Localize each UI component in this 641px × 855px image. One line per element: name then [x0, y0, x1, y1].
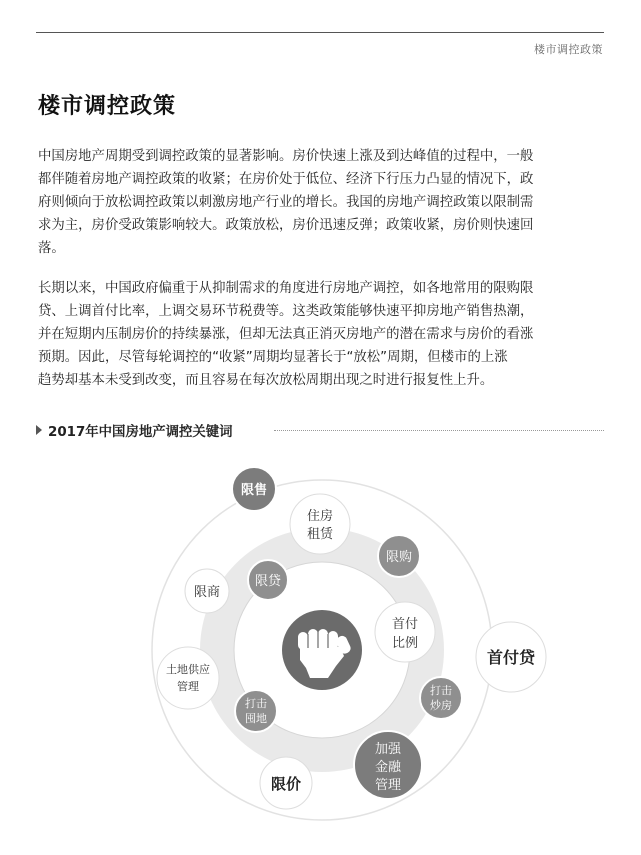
keyword-label: 限贷 [254, 574, 282, 589]
paragraph-line: 贷、上调首付比率，上调交易环节税费等。这类政策能够快速平抑房地产销售热潮， [38, 304, 534, 319]
triangle-bullet-icon [36, 425, 42, 435]
paragraph-line: 求为主，房价受政策影响较大。政策放松，房价迅速反弹；政策收紧，房价则快速回 [38, 218, 534, 233]
paragraph-line: 并在短期内压制房价的持续暴涨，但却无法真正消灭房地产的潜在需求与房价的看涨 [38, 327, 534, 342]
keyword-tu-di-gong-ying [157, 647, 219, 709]
keyword-label: 管理 [177, 680, 199, 693]
keyword-label: 比例 [391, 636, 419, 651]
keyword-xian-jia [260, 757, 312, 809]
paragraph-line: 中国房地产周期受到调控政策的显著影响。房价快速上涨及到达峰值的过程中，一般 [38, 149, 534, 164]
paragraph-line: 府则倾向于放松调控政策以刺激房地产行业的增长。我国的房地产调控政策以限制需 [38, 195, 534, 210]
paragraph-2 [38, 277, 606, 392]
running-head: 楼市调控政策 [534, 43, 603, 56]
keyword-label: 管理 [374, 778, 402, 793]
section-heading [36, 420, 233, 440]
keyword-label: 打击 [430, 684, 452, 697]
keyword-label: 限商 [193, 585, 221, 600]
top-rule [36, 32, 604, 33]
section-title: 2017年中国房地产调控关键词 [48, 424, 233, 440]
paragraph-line: 长期以来，中国政府偏重于从抑制需求的角度进行房地产调控，如各地常用的限购限 [38, 281, 534, 296]
dotted-divider [274, 430, 604, 431]
paragraph-line: 预期。因此，尽管每轮调控的“收紧”周期均显著长于“放松”周期，但楼市的上涨 [38, 350, 508, 365]
keyword-da-ji-chao-fang [420, 677, 462, 719]
keyword-label: 住房 [306, 509, 334, 524]
paragraph-line: 都伴随着房地产调控政策的收紧；在房价处于低位、经济下行压力凸显的情况下，政 [38, 172, 534, 187]
paragraph-1 [38, 145, 606, 260]
keyword-label: 首付 [391, 617, 419, 632]
keyword-shou-fu-bi-li [375, 602, 435, 662]
keyword-jia-qiang-jin-rong [354, 731, 422, 799]
keyword-xian-gou [378, 535, 420, 577]
keyword-label: 限售 [240, 483, 268, 498]
page-title: 楼市调控政策 [38, 94, 177, 119]
keyword-label: 租赁 [306, 527, 334, 542]
keyword-label: 炒房 [430, 699, 452, 712]
keyword-label: 金融 [374, 760, 402, 775]
keyword-label: 土地供应 [166, 663, 210, 676]
keyword-xian-shou [232, 467, 276, 511]
paragraph-line: 落。 [38, 241, 65, 256]
keyword-zhu-fang-zu-lin [290, 494, 350, 554]
keyword-xian-shang [185, 569, 229, 613]
keyword-label: 囤地 [245, 712, 267, 725]
keyword-label: 限价 [270, 775, 302, 793]
keyword-label: 打击 [245, 697, 267, 710]
keyword-label: 首付贷 [486, 648, 536, 667]
keyword-da-ji-wei-di [235, 690, 277, 732]
keyword-diagram [0, 440, 641, 855]
keyword-shou-fu-dai [476, 622, 546, 692]
paragraph-line: 趋势却基本未受到改变，而且容易在每次放松周期出现之时进行报复性上升。 [38, 373, 494, 388]
raised-fist-icon [282, 610, 362, 690]
keyword-label: 限购 [385, 550, 413, 565]
keyword-xian-dai [248, 560, 288, 600]
keyword-label: 加强 [374, 742, 402, 757]
